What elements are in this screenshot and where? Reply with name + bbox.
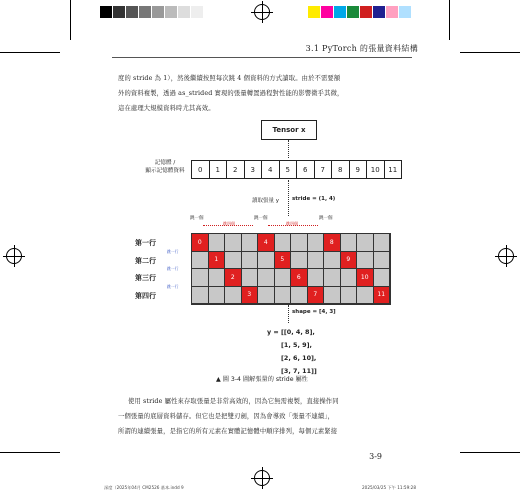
body-text-line: 這在處理大規模資料時尤其高效。 bbox=[118, 105, 215, 112]
color-swatch bbox=[178, 6, 190, 18]
y-line: [3, 7, 11]] bbox=[281, 367, 317, 375]
row-side-label: 跳一行 bbox=[167, 249, 179, 254]
header-rule bbox=[112, 57, 412, 58]
memory-cell: 9 bbox=[350, 161, 368, 178]
grid-cell bbox=[291, 252, 308, 270]
grid-cell bbox=[308, 252, 325, 270]
footer-left: 深度（2025年04月 CM2526 基本.indd 9 bbox=[104, 485, 184, 490]
registration-mark-top bbox=[254, 4, 270, 20]
page-number: 3-9 bbox=[369, 452, 382, 461]
color-swatch bbox=[113, 6, 125, 18]
y-line: y = [[0, 4, 8], bbox=[267, 328, 315, 336]
grid-cell bbox=[225, 252, 242, 270]
color-swatch bbox=[321, 6, 333, 18]
skip-arrow bbox=[203, 225, 253, 226]
grid-cell bbox=[374, 252, 391, 270]
grid-cell bbox=[209, 287, 226, 305]
grid-cell bbox=[242, 234, 259, 252]
memory-cell: 6 bbox=[297, 161, 315, 178]
memory-cell: 10 bbox=[367, 161, 385, 178]
grid-cell bbox=[341, 287, 358, 305]
grid-cell-highlighted: 0 bbox=[192, 234, 209, 252]
grid-cell bbox=[357, 234, 374, 252]
body-text-line: 外的資料複製，透過 as_strided 實現的張量轉置過程對性能的影響微乎其微， bbox=[118, 90, 344, 97]
color-swatch bbox=[373, 6, 385, 18]
memory-strip bbox=[191, 160, 402, 179]
jump-label: 跳一個 bbox=[254, 216, 268, 221]
memory-label-line: 顯示記憶體資料 bbox=[145, 167, 185, 174]
grid-cell bbox=[324, 252, 341, 270]
arrow-down bbox=[288, 180, 289, 216]
memory-cell: 2 bbox=[227, 161, 245, 178]
row-label: 第三行 bbox=[135, 274, 156, 282]
color-swatch bbox=[334, 6, 346, 18]
row-label: 第四行 bbox=[135, 292, 156, 300]
grid-cell bbox=[192, 269, 209, 287]
y-line: [2, 6, 10], bbox=[281, 354, 317, 362]
color-swatch bbox=[165, 6, 177, 18]
color-swatch bbox=[399, 6, 411, 18]
memory-cell: 3 bbox=[245, 161, 263, 178]
body-text-line: 度的 stride 為 1），然後繼續按照每次跳 4 個資料的方式讀取。由於不需要額 bbox=[118, 75, 341, 82]
registration-mark-right bbox=[498, 248, 514, 264]
crop-mark-top-right bbox=[449, 0, 450, 40]
memory-cell: 5 bbox=[280, 161, 298, 178]
color-swatch bbox=[386, 6, 398, 18]
jump-label: 跳一個 bbox=[319, 216, 333, 221]
running-header: 3.1 PyTorch 的張量資料結構 bbox=[305, 44, 418, 53]
row-side-label: 跳一行 bbox=[167, 284, 179, 289]
grid-cell bbox=[242, 252, 259, 270]
grid-cell bbox=[258, 269, 275, 287]
memory-cell: 4 bbox=[262, 161, 280, 178]
figure-caption: ▲ 圖 3-4 圖解張量的 stride 屬性 bbox=[216, 376, 308, 383]
crop-mark-top-left bbox=[70, 0, 71, 40]
grid-cell bbox=[209, 269, 226, 287]
y-line: [1, 5, 9], bbox=[281, 341, 312, 349]
stride-grid bbox=[191, 233, 391, 305]
color-swatch bbox=[360, 6, 372, 18]
grid-cell bbox=[374, 234, 391, 252]
arrow-down bbox=[288, 140, 289, 158]
grid-cell-highlighted: 10 bbox=[357, 269, 374, 287]
crop-mark-left-bottom bbox=[0, 452, 60, 453]
color-swatch bbox=[191, 6, 203, 18]
jump-label: 跳一個 bbox=[190, 216, 204, 221]
memory-cell: 0 bbox=[192, 161, 210, 178]
crop-mark-left-top bbox=[0, 52, 60, 53]
grid-cell bbox=[192, 287, 209, 305]
memory-cell: 1 bbox=[210, 161, 228, 178]
footer-right: 2025/03/25 下午 11:59:28 bbox=[362, 485, 416, 490]
grid-cell-highlighted: 11 bbox=[374, 287, 391, 305]
grid-cell bbox=[374, 269, 391, 287]
grid-cell bbox=[258, 252, 275, 270]
grid-cell bbox=[324, 287, 341, 305]
memory-cell: 8 bbox=[332, 161, 350, 178]
skip-label: 跳四個 bbox=[223, 221, 235, 226]
body-text-line: 所謂的連續張量，是指它的所有元素在實體記憶體中順序排列，每個元素緊接 bbox=[118, 428, 338, 435]
tensor-box: Tensor x bbox=[261, 120, 317, 140]
body-text-line: 使用 stride 屬性來存取張量是非常高效的，因為它無需複製，直接操作同 bbox=[128, 398, 339, 405]
shape-label: shape = [4, 3] bbox=[292, 309, 336, 315]
grid-cell bbox=[324, 269, 341, 287]
grid-cell bbox=[291, 287, 308, 305]
color-swatch bbox=[347, 6, 359, 18]
memory-cell: 11 bbox=[388, 165, 398, 174]
row-label: 第一行 bbox=[135, 239, 156, 247]
color-swatch bbox=[139, 6, 151, 18]
grid-cell bbox=[308, 234, 325, 252]
grid-cell-highlighted: 4 bbox=[258, 234, 275, 252]
memory-label bbox=[139, 160, 191, 175]
arrow-down bbox=[288, 305, 289, 323]
row-label: 第二行 bbox=[135, 257, 156, 265]
grid-cell bbox=[209, 234, 226, 252]
skip-label: 跳四個 bbox=[286, 221, 298, 226]
grid-cell bbox=[225, 234, 242, 252]
grid-cell-highlighted: 5 bbox=[275, 252, 292, 270]
grid-cell bbox=[341, 234, 358, 252]
grid-cell-highlighted: 6 bbox=[291, 269, 308, 287]
grid-cell bbox=[258, 287, 275, 305]
color-swatch bbox=[308, 6, 320, 18]
grid-cell-highlighted: 9 bbox=[341, 252, 358, 270]
grid-cell bbox=[291, 234, 308, 252]
memory-label-line: 記憶體 / bbox=[154, 160, 176, 166]
body-text-line: 一個張量的底層資料儲存。但它也是把雙刃劍，因為會導致「張量不連續」， bbox=[118, 413, 335, 420]
grid-cell-highlighted: 8 bbox=[324, 234, 341, 252]
grid-cell-highlighted: 3 bbox=[242, 287, 259, 305]
grid-cell bbox=[275, 287, 292, 305]
read-label: 讀取張量 y bbox=[252, 198, 280, 204]
skip-arrow bbox=[268, 225, 318, 226]
color-swatch bbox=[100, 6, 112, 18]
grid-cell bbox=[192, 252, 209, 270]
color-swatch bbox=[126, 6, 138, 18]
grid-cell bbox=[341, 269, 358, 287]
row-side-label: 跳一行 bbox=[167, 266, 179, 271]
crop-mark-right-top bbox=[460, 52, 520, 53]
grid-cell bbox=[275, 269, 292, 287]
registration-mark-bottom bbox=[254, 470, 270, 486]
stride-label: stride = (1, 4) bbox=[292, 196, 336, 202]
grid-cell-highlighted: 2 bbox=[225, 269, 242, 287]
grid-cell bbox=[308, 269, 325, 287]
grid-cell-highlighted: 7 bbox=[308, 287, 325, 305]
grid-cell-highlighted: 1 bbox=[209, 252, 226, 270]
grid-cell bbox=[225, 287, 242, 305]
grid-cell bbox=[357, 287, 374, 305]
memory-cell: 7 bbox=[315, 161, 333, 178]
y-tensor-output bbox=[267, 326, 317, 378]
grid-cell bbox=[357, 252, 374, 270]
grid-cell bbox=[242, 269, 259, 287]
registration-mark-left bbox=[6, 248, 22, 264]
color-swatch bbox=[152, 6, 164, 18]
crop-mark-right-bottom bbox=[460, 452, 520, 453]
grid-cell bbox=[275, 234, 292, 252]
